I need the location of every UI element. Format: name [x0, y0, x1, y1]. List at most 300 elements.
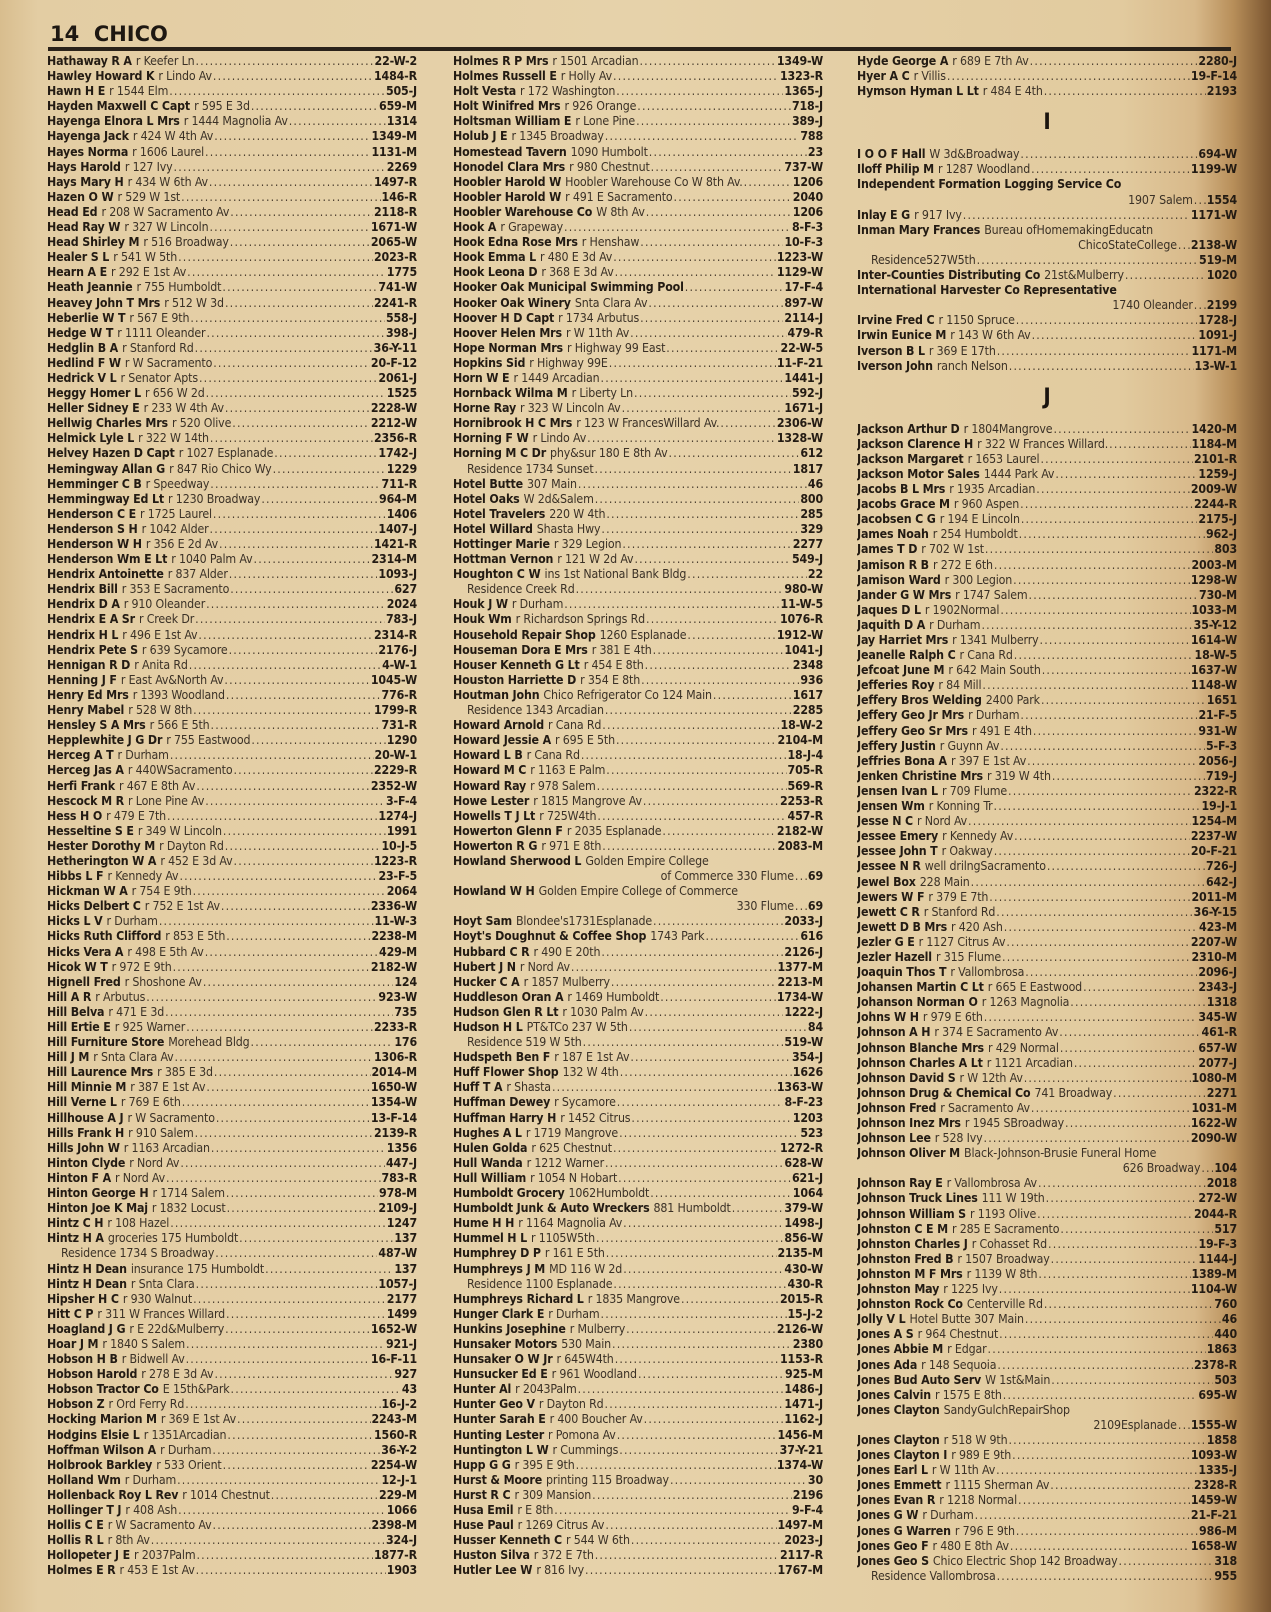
listing-entry	[47, 477, 417, 492]
listing-phone-number: 11-W-5	[780, 597, 823, 612]
listing-address: r 1734 Arbutus	[558, 310, 640, 325]
listing-phone-number: 1858	[1206, 1432, 1237, 1447]
listing-name: Hunter Geo V	[453, 1397, 535, 1412]
listing-phone-number: 783-J	[385, 612, 417, 627]
listing-entry	[47, 628, 417, 643]
listing-name: Johnson Truck Lines	[857, 1191, 978, 1206]
listing-residence-line	[453, 582, 823, 597]
leader-dots	[186, 1352, 370, 1367]
leader-dots	[210, 522, 378, 537]
listing-address: r 309 Mansion	[514, 1487, 592, 1502]
listing-address: r 665 E Eastwood	[987, 980, 1083, 995]
listing-address: r 143 W 6th Av	[950, 328, 1031, 343]
listing-phone-number: 1626	[792, 1065, 823, 1080]
listing-name: Holtsman William E	[453, 114, 572, 129]
listing-address: r 796 E 9th	[954, 1523, 1015, 1538]
listing-entry	[453, 1533, 823, 1548]
listing-phone-number: 1223-R	[373, 853, 417, 868]
listing-name: Hulen Golda	[453, 1140, 528, 1155]
leader-dots	[206, 386, 386, 401]
leader-dots	[1020, 497, 1193, 512]
listing-phone-number: 1658-W	[1190, 1538, 1237, 1553]
listing-name: Jamison Ward	[857, 572, 941, 587]
listing-entry	[453, 884, 823, 899]
listing-name: Jewel Box	[857, 874, 916, 889]
listing-entry	[453, 1397, 823, 1412]
listing-entry	[453, 522, 823, 537]
listing-name: Hook Edna Rose Mrs	[453, 235, 578, 250]
listing-address: r Durham	[511, 597, 564, 612]
leader-dots	[681, 1292, 779, 1307]
listing-entry	[857, 1086, 1237, 1101]
listing-address: r 479 E 7th	[106, 808, 167, 823]
listing-address: r 372 E 7th	[533, 1548, 594, 1563]
listing-name: Hutler Lee W	[453, 1563, 533, 1578]
listing-phone-number: 1497-M	[777, 1518, 823, 1533]
listing-entry	[857, 1267, 1237, 1282]
leader-dots	[1025, 1312, 1221, 1327]
listing-phone-number: 694-W	[1198, 147, 1237, 162]
listing-address: W 2d&Salem	[523, 491, 594, 506]
listing-name: Hesseltine S E	[47, 823, 134, 838]
listing-name: Hotel Oaks	[453, 491, 520, 506]
listing-name: Hotel Butte	[453, 476, 524, 491]
listing-phone-number: 10-J-5	[381, 838, 417, 853]
listing-address: groceries 175 Humboldt	[107, 1231, 239, 1246]
leader-dots	[630, 1050, 791, 1065]
listing-phone-number: 731-R	[381, 718, 417, 733]
listing-residence-line	[453, 1035, 823, 1050]
leader-dots	[1083, 980, 1197, 995]
listing-phone-number: 1499	[386, 1306, 417, 1321]
leader-dots	[226, 1307, 386, 1322]
listing-entry	[453, 296, 823, 311]
leader-dots	[1041, 693, 1206, 708]
listing-address: r 544 W 6th	[565, 1533, 630, 1548]
leader-dots	[212, 1518, 370, 1533]
listing-address: r 1263 Magnolia	[981, 995, 1070, 1010]
listing-phone-number: 9-F-4	[791, 1503, 823, 1517]
listing-entry	[857, 708, 1237, 723]
listing-address: r Sycamore	[554, 1095, 616, 1110]
listing-address: r Creek Dr	[138, 612, 195, 627]
listing-phone-number: 30	[807, 1472, 823, 1487]
listing-address: r Liberty Ln	[571, 386, 634, 401]
listing-phone-number: 1199-W	[1190, 162, 1237, 177]
leader-dots	[587, 431, 776, 446]
listing-address: r 1507 Broadway	[957, 1251, 1050, 1266]
listing-phone-number: 423-M	[1199, 919, 1237, 934]
listing-phone-number: 22-W-2	[374, 54, 417, 68]
listing-name: Hellwig Charles Mrs	[47, 416, 168, 431]
listing-phone-number: 1131-M	[371, 144, 417, 159]
listing-residence-line	[857, 1569, 1237, 1584]
listing-name: Hopkins Sid	[453, 355, 526, 370]
listing-address: r 1121 Arcadian	[986, 1055, 1073, 1070]
listing-phone-number: 69	[807, 899, 823, 914]
leader-dots	[612, 1337, 792, 1352]
leader-dots	[1024, 1071, 1191, 1086]
listing-phone-number: 2328-R	[1193, 1478, 1237, 1493]
listing-entry	[453, 628, 823, 643]
listing-entry	[47, 824, 417, 839]
leader-dots	[180, 1156, 385, 1171]
listing-name: Jackson Margaret	[857, 451, 964, 466]
directory-column-1	[47, 54, 417, 1578]
listing-phone-number: 856-W	[784, 1231, 823, 1246]
listing-name: Hupp G G	[453, 1457, 511, 1472]
listing-name: Jackson Arthur D	[857, 421, 960, 436]
leader-dots	[643, 794, 779, 809]
listing-address: r Stanford Rd	[923, 904, 996, 919]
listing-phone-number: 1799-R	[373, 703, 417, 718]
leader-dots	[983, 1131, 1189, 1146]
listing-name: Holmes E R	[47, 1563, 116, 1578]
listing-address: Golden Empire College of Commerce	[538, 884, 738, 899]
leader-dots	[227, 1428, 373, 1443]
listing-entry	[47, 386, 417, 401]
listing-name: Hathaway R A	[47, 54, 132, 68]
listing-phone-number: 2126-J	[784, 944, 823, 959]
leader-dots	[182, 1095, 370, 1110]
listing-address: 2400 Park	[985, 693, 1040, 708]
leader-dots	[1065, 1116, 1190, 1131]
listing-name: Hyde George A	[857, 54, 949, 68]
listing-name: Hyer A C	[857, 69, 910, 84]
listing-entry	[47, 612, 417, 627]
listing-name: Jackson Motor Sales	[857, 466, 980, 481]
listing-address: r 434 W 6th Av	[127, 174, 208, 189]
listing-address: r Kennedy Av	[107, 869, 179, 884]
listing-address: r Highway 99 East	[566, 340, 666, 355]
listing-entry	[857, 1207, 1237, 1222]
listing-entry	[47, 673, 417, 688]
listing-phone-number: 2314-R	[373, 627, 417, 642]
listing-name: Hemingway Allan G	[47, 461, 166, 476]
listing-name: Hoar J M	[47, 1336, 99, 1351]
listing-entry	[47, 1458, 417, 1473]
listing-entry	[453, 492, 823, 507]
leader-dots	[239, 1231, 393, 1246]
listing-name: Jacobs Grace M	[857, 497, 950, 512]
leader-dots	[1010, 1539, 1190, 1554]
leader-dots	[631, 1111, 791, 1126]
listing-phone-number: 104	[1214, 1161, 1237, 1176]
leader-dots	[613, 69, 779, 84]
listing-residence-line	[453, 462, 823, 477]
listing-address: r 853 E 5th	[165, 929, 226, 944]
listing-phone-number: 1486-J	[784, 1382, 823, 1397]
listing-phone-number: 2269	[386, 159, 417, 174]
listing-entry	[857, 1388, 1237, 1403]
listing-entry	[47, 160, 417, 175]
leader-dots	[592, 1488, 792, 1503]
leader-dots	[1074, 1056, 1198, 1071]
listing-entry	[857, 693, 1237, 708]
listing-continuation-line	[857, 298, 1237, 313]
listing-address: r 925 Warner	[114, 1020, 186, 1034]
leader-dots	[606, 763, 786, 778]
listing-entry	[453, 763, 823, 778]
listing-address: r 656 W 2d	[144, 386, 205, 401]
listing-address: r 491 E 4th	[971, 723, 1032, 738]
listing-entry	[47, 1126, 417, 1141]
listing-address: r Speedway	[145, 476, 210, 491]
listing-name: Hunter Sarah E	[453, 1412, 546, 1427]
leader-dots	[1016, 313, 1198, 328]
leader-dots	[1020, 708, 1197, 723]
listing-phone-number: 23	[807, 144, 823, 159]
listing-entry	[857, 1554, 1237, 1569]
listing-phone-number: 519-W	[784, 1035, 823, 1050]
leader-dots	[994, 799, 1201, 814]
listing-phone-number: 1651	[1206, 693, 1237, 708]
leader-dots	[1031, 1101, 1191, 1116]
leader-dots	[963, 208, 1190, 223]
listing-address: r 645W4th	[556, 1352, 614, 1367]
leader-dots	[209, 175, 373, 190]
listing-phone-number: 503	[1214, 1372, 1237, 1387]
leader-dots	[224, 673, 369, 688]
listing-entry	[453, 1518, 823, 1533]
listing-name: Hucker C A	[453, 974, 520, 989]
listing-address: r 127 Ivy	[124, 159, 173, 174]
listing-residence-line	[47, 1246, 417, 1261]
listing-name: Johnson A H	[857, 1025, 931, 1040]
listing-entry	[453, 1156, 823, 1171]
leader-dots	[615, 265, 776, 280]
listing-entry	[857, 905, 1237, 920]
listing-entry	[857, 1116, 1237, 1131]
leader-dots	[214, 1367, 393, 1382]
listing-address: r 484 E 4th	[982, 84, 1043, 99]
leader-dots	[205, 794, 385, 809]
listing-name: Horne Ray	[453, 401, 517, 416]
leader-dots	[601, 371, 784, 386]
listing-address: r 567 E 9th	[129, 310, 190, 325]
listing-address: 881 Humboldt	[653, 1201, 731, 1216]
listing-address: r 1345 Broadway	[511, 129, 604, 144]
leader-dots	[999, 1327, 1213, 1342]
listing-name: Jones Emmett	[857, 1478, 942, 1493]
listing-address: r 1444 Magnolia Av	[183, 114, 288, 129]
listing-name: Jensen Ivan L	[857, 783, 938, 798]
leader-dots	[225, 839, 381, 854]
listing-entry	[47, 1473, 417, 1488]
leader-dots	[660, 990, 776, 1005]
listing-entry	[857, 1237, 1237, 1252]
listing-entry	[857, 344, 1237, 359]
leader-dots	[159, 914, 374, 929]
listing-entry	[857, 1508, 1237, 1523]
listing-phone-number: 788	[800, 129, 823, 144]
listing-entry	[47, 1488, 417, 1503]
listing-name: Hignell Fred	[47, 974, 121, 989]
listing-name: Jones G W	[857, 1508, 919, 1523]
leader-dots	[187, 265, 386, 280]
leader-dots	[1055, 467, 1197, 482]
listing-name: Johnston May	[857, 1282, 940, 1297]
listing-address: r 978 Salem	[530, 778, 596, 793]
listing-entry	[857, 69, 1237, 84]
listing-phone-number: 16-F-11	[370, 1352, 417, 1367]
listing-entry	[453, 779, 823, 794]
listing-address: Residence 1734 S Broadway	[61, 1246, 215, 1261]
leader-dots	[1052, 769, 1205, 784]
listing-entry	[453, 929, 823, 944]
leader-dots	[595, 1548, 779, 1563]
listing-phone-number: 927	[394, 1367, 417, 1382]
listing-name: Henderson C E	[47, 506, 137, 521]
listing-entry	[453, 250, 823, 265]
leader-dots	[231, 1382, 401, 1397]
listing-name: Jessee John T	[857, 844, 938, 859]
listing-entry	[47, 1231, 417, 1246]
listing-address: r 467 E 8th Av	[118, 778, 196, 793]
listing-address: r 595 E 3d	[194, 99, 250, 114]
listing-entry	[857, 844, 1237, 859]
listing-phone-number: 1104-W	[1190, 1282, 1237, 1297]
listing-address: W 3d&Broadway	[929, 147, 1020, 162]
listing-address: r Oakway	[941, 844, 993, 859]
listing-address: r 1287 Woodland	[938, 162, 1031, 177]
listing-phone-number: 897-W	[784, 295, 823, 310]
listing-phone-number: 1728-J	[1198, 313, 1237, 328]
listing-phone-number: 447-J	[385, 1155, 417, 1170]
listing-address: Residence Vallombrosa	[871, 1568, 996, 1583]
listing-address: r 471 E 3d	[108, 1004, 165, 1019]
listing-entry	[857, 313, 1237, 328]
listing-phone-number: 783-R	[381, 1170, 417, 1185]
listing-entry	[453, 386, 823, 401]
listing-entry	[47, 899, 417, 914]
leader-dots	[223, 824, 386, 839]
leader-dots	[203, 975, 394, 990]
listing-name: Jones Clayton	[857, 1402, 940, 1417]
listing-phone-number: 1407-J	[378, 521, 417, 536]
listing-phone-number: 986-M	[1199, 1523, 1237, 1538]
listing-address: r Durham	[922, 1508, 974, 1523]
listing-phone-number: 2175-J	[1198, 512, 1237, 527]
leader-dots	[634, 386, 791, 401]
leader-dots	[646, 205, 792, 220]
listing-name: Hook Leona D	[453, 265, 538, 280]
leader-dots	[713, 688, 792, 703]
leader-dots	[221, 899, 370, 914]
listing-entry	[47, 1171, 417, 1186]
leader-dots	[232, 416, 370, 431]
listing-entry	[47, 280, 417, 295]
listing-address: r 1269 Citrus Av	[517, 1518, 605, 1533]
listing-name: Johnston Fred B	[857, 1251, 954, 1266]
leader-dots	[215, 1246, 377, 1261]
listing-phone-number: 1290	[386, 733, 417, 748]
leader-dots	[1194, 193, 1206, 208]
listing-address: r 754 E 9th	[131, 884, 192, 899]
leader-dots	[1038, 1267, 1190, 1282]
listing-name: Hinton George H	[47, 1186, 149, 1201]
listing-address: 1260 Esplanade	[599, 627, 687, 642]
leader-dots	[1201, 1161, 1213, 1176]
leader-dots	[1025, 965, 1197, 980]
leader-dots	[289, 114, 386, 129]
listing-name: Horning F W	[453, 431, 529, 446]
listing-entry	[453, 612, 823, 627]
leader-dots	[631, 1533, 784, 1548]
listing-phone-number: 925-M	[785, 1367, 823, 1382]
leader-dots	[606, 507, 799, 522]
leader-dots	[186, 1020, 373, 1035]
listing-address: r Durham	[160, 1442, 212, 1457]
listing-name: Hibbs L F	[47, 869, 104, 884]
listing-phone-number: 2285	[792, 703, 823, 718]
listing-address: r 518 W 9th	[943, 1432, 1008, 1447]
listing-phone-number: 1877-R	[373, 1548, 417, 1563]
listing-name: Hook Emma L	[453, 250, 536, 265]
listing-address: r 1501 Arcadian	[552, 54, 639, 68]
leader-dots	[169, 84, 385, 99]
leader-dots	[999, 1282, 1190, 1297]
leader-dots	[602, 839, 776, 854]
listing-address: r 121 W 2d Av	[557, 552, 634, 567]
listing-address: W 8th Av	[596, 204, 645, 219]
listing-entry	[47, 1292, 417, 1307]
leader-dots	[167, 809, 377, 824]
listing-name: Jeffery Geo Jr Mrs	[857, 708, 965, 723]
listing-name: Heggy Homer L	[47, 386, 141, 401]
listing-address: r 387 E 1st Av	[130, 1080, 206, 1095]
listing-phone-number: 2229-R	[373, 763, 417, 778]
listing-name: Jeffery Bros Welding	[857, 693, 982, 708]
listing-address: of Commerce 330 Flume	[660, 869, 794, 884]
listing-phone-number: 1441-J	[784, 370, 823, 385]
listing-address: r 755 Eastwood	[166, 733, 251, 748]
leader-dots	[211, 718, 381, 733]
listing-name: Henry Ed Mrs	[47, 687, 129, 702]
listing-phone-number: 22	[807, 567, 823, 582]
listing-address: Golden Empire College	[585, 853, 709, 868]
listing-entry	[857, 147, 1237, 162]
listing-phone-number: 8-F-23	[784, 1095, 823, 1110]
listing-address: r 541 W 5th	[113, 250, 178, 265]
listing-address: r 512 W 3d	[164, 295, 224, 310]
listing-phone-number: 2254-W	[370, 1457, 417, 1472]
listing-address: r 374 E Sacramento Av	[934, 1025, 1059, 1040]
listing-entry	[857, 1056, 1237, 1071]
listing-entry	[453, 69, 823, 84]
leader-dots	[209, 220, 369, 235]
listing-name: Heavey John T Mrs	[47, 295, 161, 310]
leader-dots	[968, 814, 1190, 829]
leader-dots	[237, 1412, 371, 1427]
listing-phone-number: 1420-M	[1191, 421, 1237, 436]
listing-phone-number: 2061-J	[378, 370, 417, 385]
listing-phone-number: 479-R	[787, 325, 823, 340]
listing-phone-number: 389-J	[791, 114, 823, 129]
listing-phone-number: 1497-R	[373, 174, 417, 189]
listing-phone-number: 2014-M	[371, 1065, 417, 1080]
listing-address: 1444 Park Av	[983, 466, 1055, 481]
listing-name: Johnson Blanche Mrs	[857, 1040, 984, 1055]
listing-phone-number: 18-W-5	[1194, 648, 1237, 663]
listing-entry	[47, 582, 417, 597]
listing-phone-number: 46	[807, 476, 823, 491]
listing-address: r 1105W5th	[531, 1231, 596, 1246]
listing-phone-number: 1459-W	[1190, 1493, 1237, 1508]
listing-phone-number: 2118-R	[373, 204, 417, 219]
listing-phone-number: 2033-J	[784, 914, 823, 929]
listing-address: r Cana Rd	[526, 748, 580, 763]
